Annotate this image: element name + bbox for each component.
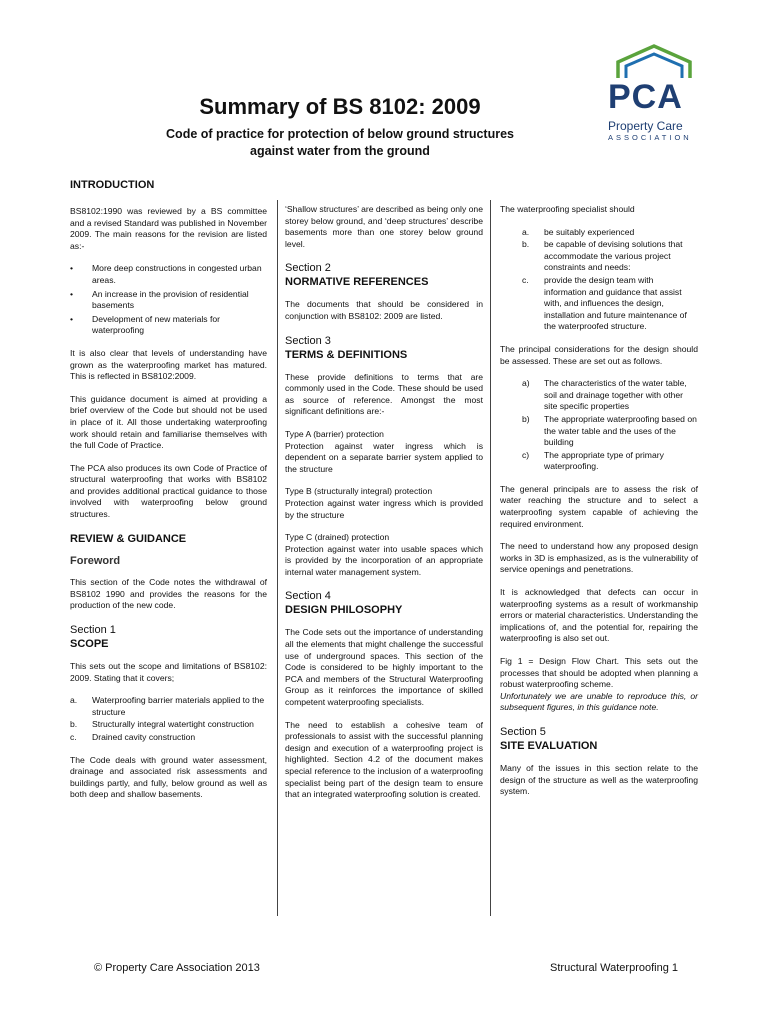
definition-text: Protection against water ingress which is dependent on a separate barrier system applied to the structure bbox=[285, 440, 483, 474]
definition-text: Protection against water into usable spaces which is provided by the incorporation of an appropriate internal water management system. bbox=[285, 543, 483, 577]
definition-term: Type A (barrier) protection bbox=[285, 428, 384, 439]
paragraph: ‘Shallow structures’ are described as being only one storey below ground, and ‘deep structures’ describe basements more than one storey below ground level. bbox=[285, 204, 483, 249]
foreword-heading: Foreword bbox=[70, 554, 121, 567]
footer-copyright: © Property Care Association 2013 bbox=[94, 962, 260, 974]
pca-logo bbox=[602, 44, 702, 144]
section-number: Section 2 bbox=[285, 262, 331, 275]
section-title: TERMS & DEFINITIONS bbox=[285, 348, 408, 361]
section-paragraph: The documents that should be considered in conjunction with BS8102: 2009 are listed. bbox=[285, 299, 483, 321]
intro-paragraph: This guidance document is aimed at providing a brief overview of the Code but should not be used in place of it. All those undertaking waterproofing work should retain and familiarise themselves with the full Code of Practice. bbox=[70, 393, 267, 451]
definition-term: Type B (structurally integral) protection bbox=[285, 486, 433, 497]
paragraph: The principal considerations for the design should be assessed. These are set out as follows. bbox=[500, 343, 698, 366]
list-item: • An increase in the provision of residential basements bbox=[70, 288, 249, 311]
bullet-icon: • bbox=[70, 263, 74, 274]
logo-association: ASSOCIATION bbox=[608, 133, 692, 142]
list-item: b. be capable of devising solutions that accommodate the various project constraints and needs: bbox=[522, 239, 683, 273]
section-title: SITE EVALUATION bbox=[500, 739, 598, 752]
bullet-icon: • bbox=[70, 313, 74, 324]
list-item: c. Drained cavity construction bbox=[70, 732, 196, 742]
column-2 bbox=[285, 204, 483, 812]
logo-acronym: PCA bbox=[608, 78, 683, 116]
section-paragraph: This sets out the scope and limitations of BS8102: 2009. Stating that it covers; bbox=[70, 661, 267, 683]
title-block bbox=[150, 92, 530, 160]
subtitle-line-1: Code of practice for protection of below ground structures bbox=[166, 127, 514, 141]
list-item: a. be suitably experienced bbox=[522, 226, 635, 237]
specialist-list bbox=[500, 227, 698, 333]
list-item: c. provide the design team with information and guidance that assist with, and influences the design, installation and future maintenance of the waterproofed structure. bbox=[522, 274, 687, 332]
definition-term: Type C (drained) protection bbox=[285, 532, 390, 543]
section-paragraph: These provide definitions to terms that are commonly used in the Code. These should be used as source of reference. Amongst the most significant definitions are:- bbox=[285, 371, 483, 417]
column-3 bbox=[500, 204, 698, 809]
intro-paragraph: BS8102:1990 was reviewed by a BS committee and a revised Standard was published in November 2009. The main reasons for the revision are listed as:- bbox=[70, 206, 267, 251]
paragraph: It is acknowledged that defects can occur in waterproofing systems as a result of workmanship errors or material characteristics. Understanding the implications of, and the potential for, repairing the waterproofing is also set out. bbox=[500, 587, 698, 644]
section-number: Section 5 bbox=[500, 725, 546, 738]
section-number: Section 4 bbox=[285, 590, 331, 603]
logo-name: Property Care bbox=[608, 119, 683, 133]
section-number: Section 3 bbox=[285, 334, 331, 347]
section-title: DESIGN PHILOSOPHY bbox=[285, 604, 403, 617]
intro-paragraph: It is also clear that levels of understanding have grown as the waterproofing market has matured. This is reflected in BS8102:2009. bbox=[70, 347, 267, 382]
page-title: Summary of BS 8102: 2009 bbox=[199, 94, 481, 119]
foreword-paragraph: This section of the Code notes the withdrawal of BS8102 1990 and provides the reasons for the production of the new code. bbox=[70, 577, 267, 611]
list-item: b) The appropriate waterproofing based on the water table and the uses of the building bbox=[522, 413, 697, 448]
intro-heading: INTRODUCTION bbox=[70, 179, 155, 191]
section-title: NORMATIVE REFERENCES bbox=[285, 276, 429, 289]
section-paragraph: The Code sets out the importance of understanding all the elements that might challenge the successful use of underground spaces. This section of the Code is considered to be highly important to the PCA and members of the Structural Waterproofing Group as it reinforces the importance of skilled competent waterproofing specialists. bbox=[285, 627, 483, 708]
intro-paragraph: The PCA also produces its own Code of Practice of structural waterproofing that works with BS8102 and provides additional practical guidance to those involved with waterproofing below ground structures. bbox=[70, 462, 267, 520]
column-divider bbox=[277, 200, 278, 916]
paragraph: Fig 1 = Design Flow Chart. This sets out the processes that should be adopted when planning a robust waterproofing scheme. bbox=[500, 656, 698, 690]
considerations-list bbox=[500, 378, 698, 473]
revision-reasons-list bbox=[70, 263, 267, 337]
column-divider bbox=[490, 200, 491, 916]
list-item: a) The characteristics of the water table, soil and drainage together with other site specific properties bbox=[522, 378, 687, 412]
paragraph: The waterproofing specialist should bbox=[500, 204, 635, 214]
review-heading: REVIEW & GUIDANCE bbox=[70, 532, 187, 545]
list-item: • Development of new materials for waterproofing bbox=[70, 313, 221, 336]
section-paragraph: The Code deals with ground water assessment, drainage and associated risk assessments and buildings partly, and fully, below ground as well as both deep and shallow basements. bbox=[70, 754, 267, 800]
list-item: b. Structurally integral watertight construction bbox=[70, 719, 254, 730]
footer-page-label: Structural Waterproofing 1 bbox=[550, 962, 678, 974]
list-item: • More deep constructions in congested urban areas. bbox=[70, 263, 262, 285]
section-number: Section 1 bbox=[70, 624, 116, 637]
figure-note: Unfortunately we are unable to reproduce this, or subsequent figures, in this guidance note. bbox=[500, 690, 698, 713]
bullet-icon: • bbox=[70, 288, 74, 299]
list-item: a. Waterproofing barrier materials applied to the structure bbox=[70, 695, 265, 717]
list-item: c) The appropriate type of primary waterproofing. bbox=[522, 449, 664, 472]
paragraph: The general principals are to assess the risk of water reaching the structure and to select a waterproofing system capable of achieving the required environment. bbox=[500, 483, 698, 529]
section-title: SCOPE bbox=[70, 638, 109, 651]
definition-text: Protection against water ingress which is provided by the structure bbox=[285, 497, 483, 520]
subtitle-line-2: against water from the ground bbox=[250, 144, 430, 158]
paragraph: The need to understand how any proposed design works in 3D is emphasized, as is the vulnerability of service openings and penetrations. bbox=[500, 541, 698, 575]
section-paragraph: The need to establish a cohesive team of professionals to assist with the successful planning design and execution of a waterproofing project is highlighted. Section 4.2 of the document makes special reference to the inclusion of a waterproofing specialist being part of the design team to ensure that an integrated waterproofing solution is created. bbox=[285, 719, 483, 800]
column-1 bbox=[70, 178, 267, 812]
section-paragraph: Many of the issues in this section relate to the design of the structure as well as the waterproofing system. bbox=[500, 762, 698, 797]
scope-list bbox=[70, 695, 267, 743]
